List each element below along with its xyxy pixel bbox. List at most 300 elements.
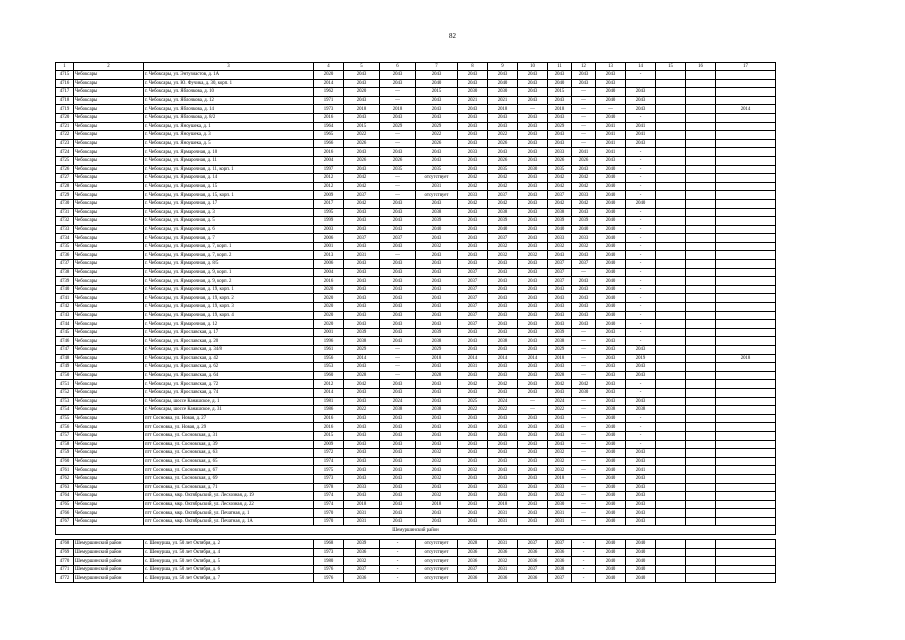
table-cell bbox=[656, 191, 686, 200]
table-cell bbox=[656, 337, 686, 346]
table-cell bbox=[686, 311, 716, 320]
table-cell: 2043 bbox=[458, 457, 488, 466]
table-cell: г. Чебоксары, ул. Ярмарочная, д. 3 bbox=[144, 208, 314, 217]
table-row bbox=[56, 406, 776, 415]
table-cell bbox=[656, 354, 686, 363]
table-cell: - bbox=[626, 242, 656, 251]
table-cell bbox=[656, 139, 686, 148]
table-row bbox=[56, 363, 776, 372]
table-cell bbox=[626, 79, 656, 88]
table-cell: 2038 bbox=[488, 208, 518, 217]
table-cell: 4765 bbox=[56, 500, 74, 509]
table-cell: 1970 bbox=[314, 509, 344, 518]
table-cell: 2042 bbox=[572, 174, 596, 183]
table-cell: 4749 bbox=[56, 363, 74, 372]
register-table-body bbox=[56, 63, 776, 583]
table-row bbox=[56, 540, 776, 549]
table-cell: 2043 bbox=[626, 492, 656, 501]
table-cell bbox=[716, 217, 776, 226]
table-cell: — bbox=[572, 268, 596, 277]
table-cell: 4736 bbox=[56, 251, 74, 260]
table-cell bbox=[656, 174, 686, 183]
table-cell: 2043 bbox=[626, 363, 656, 372]
table-cell: 1995 bbox=[314, 208, 344, 217]
table-cell bbox=[656, 380, 686, 389]
table-cell: 2043 bbox=[416, 96, 458, 105]
table-cell: 4740 bbox=[56, 285, 74, 294]
table-cell: Чебоксары bbox=[74, 234, 144, 243]
table-cell: - bbox=[626, 234, 656, 243]
table-cell: 2040 bbox=[596, 268, 626, 277]
table-cell: 2018 bbox=[548, 105, 572, 114]
table-cell: 2009 bbox=[314, 191, 344, 200]
table-cell: — bbox=[572, 406, 596, 415]
table-cell: 4737 bbox=[56, 260, 74, 269]
table-cell: 2032 bbox=[548, 492, 572, 501]
table-cell: 2043 bbox=[548, 251, 572, 260]
table-cell: 2043 bbox=[344, 492, 380, 501]
table-cell: - bbox=[626, 113, 656, 122]
table-cell: — bbox=[380, 139, 416, 148]
table-cell bbox=[656, 397, 686, 406]
table-cell: г. Чебоксары, ул. Ярославская, д. 17 bbox=[144, 328, 314, 337]
table-cell: 2043 bbox=[416, 483, 458, 492]
table-row bbox=[56, 79, 776, 88]
table-cell: 2043 bbox=[416, 414, 458, 423]
table-cell bbox=[716, 113, 776, 122]
table-cell: 2031 bbox=[488, 517, 518, 526]
table-cell: 2042 bbox=[488, 174, 518, 183]
table-cell: 2022 bbox=[488, 406, 518, 415]
table-cell: 2032 bbox=[488, 242, 518, 251]
table-cell: 1975 bbox=[314, 466, 344, 475]
table-cell: г. Чебоксары, ул. Ярославская, д. 20 bbox=[144, 337, 314, 346]
table-cell: 2043 bbox=[380, 449, 416, 458]
table-cell: 2043 bbox=[518, 423, 548, 432]
table-cell: 2037 bbox=[548, 191, 572, 200]
table-cell: — bbox=[572, 431, 596, 440]
table-cell: — bbox=[572, 517, 596, 526]
table-cell: - bbox=[572, 548, 596, 557]
table-cell: 2041 bbox=[596, 139, 626, 148]
table-cell: - bbox=[626, 225, 656, 234]
table-cell: 2043 bbox=[488, 414, 518, 423]
table-cell: 2041 bbox=[596, 131, 626, 140]
table-cell: Чебоксары bbox=[74, 182, 144, 191]
table-cell: 4735 bbox=[56, 242, 74, 251]
table-cell: - bbox=[380, 557, 416, 566]
table-cell: 2040 bbox=[596, 474, 626, 483]
table-cell bbox=[686, 148, 716, 157]
table-cell: 2028 bbox=[416, 371, 458, 380]
table-cell bbox=[656, 294, 686, 303]
table-cell bbox=[686, 268, 716, 277]
table-row bbox=[56, 517, 776, 526]
table-cell: 2040 bbox=[488, 79, 518, 88]
table-cell: - bbox=[626, 191, 656, 200]
table-cell: 2043 bbox=[458, 337, 488, 346]
table-cell: 2043 bbox=[344, 414, 380, 423]
table-cell: 2043 bbox=[518, 156, 548, 165]
table-cell bbox=[656, 148, 686, 157]
table-cell: 2043 bbox=[380, 268, 416, 277]
table-cell bbox=[656, 548, 686, 557]
table-cell bbox=[686, 294, 716, 303]
table-cell: 2043 bbox=[626, 517, 656, 526]
table-cell: 2043 bbox=[344, 449, 380, 458]
table-cell bbox=[716, 251, 776, 260]
table-cell: отсутствует bbox=[416, 174, 458, 183]
table-cell bbox=[686, 96, 716, 105]
table-cell: 2043 bbox=[380, 483, 416, 492]
table-cell: 2043 bbox=[344, 311, 380, 320]
table-cell: 2015 bbox=[416, 88, 458, 97]
table-cell: 2043 bbox=[458, 79, 488, 88]
table-cell: 2043 bbox=[626, 139, 656, 148]
table-cell: 2040 bbox=[416, 79, 458, 88]
table-cell: 2037 bbox=[548, 277, 572, 286]
table-cell: 2018 bbox=[416, 354, 458, 363]
table-cell: 2036 bbox=[458, 548, 488, 557]
table-cell bbox=[656, 540, 686, 549]
table-cell: 2015 bbox=[344, 122, 380, 131]
table-cell: 2014 bbox=[518, 354, 548, 363]
table-cell: — bbox=[572, 483, 596, 492]
table-cell: — bbox=[572, 354, 596, 363]
table-cell: 2043 bbox=[488, 294, 518, 303]
table-cell: 2043 bbox=[380, 225, 416, 234]
table-cell: Чебоксары bbox=[74, 466, 144, 475]
table-cell: 2040 bbox=[596, 277, 626, 286]
table-cell: 2026 bbox=[344, 156, 380, 165]
table-cell bbox=[716, 71, 776, 80]
table-cell bbox=[686, 565, 716, 574]
table-cell: Чебоксары bbox=[74, 406, 144, 415]
table-cell: 2042 bbox=[488, 182, 518, 191]
table-cell: 4768 bbox=[56, 540, 74, 549]
table-cell: 1960 bbox=[314, 371, 344, 380]
table-cell: 2043 bbox=[572, 311, 596, 320]
table-cell: 2040 bbox=[596, 88, 626, 97]
table-cell: 2043 bbox=[518, 303, 548, 312]
table-cell: — bbox=[380, 346, 416, 355]
table-cell: 2043 bbox=[380, 277, 416, 286]
table-cell: 2041 bbox=[626, 122, 656, 131]
table-cell: 2043 bbox=[626, 449, 656, 458]
table-cell: 2043 bbox=[416, 105, 458, 114]
table-cell: 2043 bbox=[416, 397, 458, 406]
table-cell: 2040 bbox=[572, 225, 596, 234]
table-cell bbox=[716, 122, 776, 131]
table-cell: 4727 bbox=[56, 174, 74, 183]
table-cell: 2032 bbox=[488, 251, 518, 260]
table-cell: 2022 bbox=[458, 406, 488, 415]
table-cell bbox=[716, 466, 776, 475]
table-cell: 2043 bbox=[626, 474, 656, 483]
table-cell: 2043 bbox=[458, 234, 488, 243]
table-cell: 2033 bbox=[488, 483, 518, 492]
table-cell: 2043 bbox=[488, 474, 518, 483]
table-cell: 2043 bbox=[458, 449, 488, 458]
table-cell: г. Чебоксары, ул. Яблочкова, д. 10 bbox=[144, 88, 314, 97]
table-cell: 2043 bbox=[518, 148, 548, 157]
table-cell: с. Шемурша, ул. 50 лет Октября, д. 6 bbox=[144, 565, 314, 574]
table-cell: Шемуршинский район bbox=[74, 574, 144, 583]
table-cell: 2043 bbox=[518, 217, 548, 226]
table-cell: 2040 bbox=[596, 500, 626, 509]
table-cell: 2043 bbox=[518, 131, 548, 140]
table-cell: 4726 bbox=[56, 165, 74, 174]
table-cell: 2030 bbox=[458, 88, 488, 97]
table-cell: 2040 bbox=[596, 557, 626, 566]
table-cell: 4738 bbox=[56, 268, 74, 277]
table-cell: 4766 bbox=[56, 509, 74, 518]
table-cell: 2043 bbox=[518, 320, 548, 329]
table-cell: Чебоксары bbox=[74, 303, 144, 312]
table-cell: пгт Сосновка, мкр. Октябрьский, ул. Печатная, д. 1 bbox=[144, 509, 314, 518]
table-cell: - bbox=[380, 548, 416, 557]
table-cell: 2037 bbox=[518, 540, 548, 549]
table-cell bbox=[686, 79, 716, 88]
table-cell: 4772 bbox=[56, 574, 74, 583]
table-cell: 2043 bbox=[344, 294, 380, 303]
table-cell bbox=[686, 363, 716, 372]
table-cell: 2018 bbox=[380, 105, 416, 114]
table-cell: 1973 bbox=[314, 474, 344, 483]
table-cell: 4754 bbox=[56, 406, 74, 415]
table-cell: 2043 bbox=[626, 371, 656, 380]
table-cell: г. Чебоксары, ул. Энтузиастов, д. 1А bbox=[144, 71, 314, 80]
table-cell: 4747 bbox=[56, 346, 74, 355]
table-cell: 2032 bbox=[518, 251, 548, 260]
table-cell: 1986 bbox=[314, 406, 344, 415]
table-row bbox=[56, 449, 776, 458]
table-cell: пгт Сосновка, ул. Новая, д. 29 bbox=[144, 423, 314, 432]
table-cell: 2043 bbox=[518, 380, 548, 389]
table-cell: с. Шемурша, ул. 50 лет Октября, д. 2 bbox=[144, 540, 314, 549]
table-cell: 2043 bbox=[458, 139, 488, 148]
table-cell: 2014 bbox=[458, 354, 488, 363]
table-cell bbox=[686, 440, 716, 449]
table-cell: 4732 bbox=[56, 217, 74, 226]
table-cell: 2043 bbox=[344, 79, 380, 88]
column-number: 17 bbox=[716, 63, 776, 71]
table-cell bbox=[656, 414, 686, 423]
table-cell: — bbox=[380, 354, 416, 363]
table-cell: г. Чебоксары, ул. Яноушека, д. 1 bbox=[144, 122, 314, 131]
table-cell: 4757 bbox=[56, 431, 74, 440]
table-cell bbox=[656, 388, 686, 397]
table-cell: — bbox=[518, 397, 548, 406]
table-row bbox=[56, 346, 776, 355]
table-cell: 2020 bbox=[314, 285, 344, 294]
table-cell bbox=[686, 242, 716, 251]
table-cell: 2015 bbox=[314, 431, 344, 440]
table-cell: 4752 bbox=[56, 388, 74, 397]
table-cell: 2043 bbox=[458, 71, 488, 80]
table-cell: 2037 bbox=[458, 320, 488, 329]
table-cell: 2043 bbox=[488, 148, 518, 157]
table-cell: 2038 bbox=[548, 208, 572, 217]
table-cell bbox=[686, 208, 716, 217]
table-cell: 4717 bbox=[56, 88, 74, 97]
table-cell: 2040 bbox=[596, 548, 626, 557]
table-row bbox=[56, 492, 776, 501]
table-cell: 2043 bbox=[344, 423, 380, 432]
table-cell: Чебоксары bbox=[74, 457, 144, 466]
table-cell: 2043 bbox=[596, 156, 626, 165]
table-cell: 2001 bbox=[314, 328, 344, 337]
table-cell: 2043 bbox=[518, 492, 548, 501]
table-cell: Чебоксары bbox=[74, 208, 144, 217]
table-cell: 2037 bbox=[458, 268, 488, 277]
table-cell: 4721 bbox=[56, 122, 74, 131]
table-cell: - bbox=[626, 260, 656, 269]
table-cell: 4724 bbox=[56, 148, 74, 157]
table-cell bbox=[656, 423, 686, 432]
table-cell bbox=[656, 88, 686, 97]
table-cell bbox=[686, 397, 716, 406]
table-cell: 2039 bbox=[488, 217, 518, 226]
table-cell bbox=[656, 79, 686, 88]
table-cell: 2037 bbox=[488, 191, 518, 200]
table-cell: 2042 bbox=[548, 199, 572, 208]
table-cell: 2029 bbox=[380, 122, 416, 131]
table-cell bbox=[686, 277, 716, 286]
table-cell: 2031 bbox=[344, 509, 380, 518]
table-row bbox=[56, 191, 776, 200]
table-cell: г. Чебоксары, ул. Яблочкова, д. 8/2 bbox=[144, 113, 314, 122]
table-cell bbox=[716, 311, 776, 320]
table-cell: 1965 bbox=[314, 131, 344, 140]
table-cell: 1961 bbox=[314, 346, 344, 355]
table-cell: 1996 bbox=[314, 337, 344, 346]
table-cell: 2043 bbox=[518, 88, 548, 97]
table-cell: 4758 bbox=[56, 440, 74, 449]
table-cell: 2022 bbox=[344, 131, 380, 140]
table-cell: 2032 bbox=[416, 474, 458, 483]
table-cell bbox=[656, 466, 686, 475]
table-cell: 2006 bbox=[314, 260, 344, 269]
table-cell: Чебоксары bbox=[74, 96, 144, 105]
table-cell: — bbox=[572, 492, 596, 501]
table-cell: - bbox=[626, 294, 656, 303]
table-cell bbox=[716, 234, 776, 243]
column-number: 13 bbox=[596, 63, 626, 71]
table-cell: 2040 bbox=[626, 548, 656, 557]
table-row bbox=[56, 242, 776, 251]
table-cell: 2036 bbox=[518, 557, 548, 566]
table-cell: 2043 bbox=[488, 260, 518, 269]
table-cell: 2026 bbox=[548, 156, 572, 165]
table-cell: 2043 bbox=[488, 388, 518, 397]
table-cell bbox=[686, 131, 716, 140]
table-cell bbox=[716, 96, 776, 105]
table-cell: Чебоксары bbox=[74, 199, 144, 208]
table-cell: 2043 bbox=[344, 466, 380, 475]
table-cell: 2043 bbox=[344, 268, 380, 277]
table-cell: 2043 bbox=[488, 363, 518, 372]
table-cell bbox=[686, 371, 716, 380]
table-cell: 2043 bbox=[416, 113, 458, 122]
table-cell: 2043 bbox=[548, 388, 572, 397]
table-cell bbox=[686, 303, 716, 312]
table-cell bbox=[656, 474, 686, 483]
table-cell: - bbox=[626, 320, 656, 329]
table-cell: 2040 bbox=[596, 113, 626, 122]
table-cell: 2043 bbox=[458, 440, 488, 449]
table-cell bbox=[656, 156, 686, 165]
table-cell: пгт Сосновка, мкр. Октябрьский, ул. Лесхозная, д. 22 bbox=[144, 500, 314, 509]
table-cell: 2043 bbox=[380, 242, 416, 251]
table-cell: г. Чебоксары, ул. Ярославская, д. 34/8 bbox=[144, 346, 314, 355]
table-cell bbox=[716, 500, 776, 509]
table-cell bbox=[716, 557, 776, 566]
table-cell: 2026 bbox=[416, 139, 458, 148]
table-cell: - bbox=[626, 303, 656, 312]
table-cell: 2038 bbox=[548, 337, 572, 346]
table-cell: 2035 bbox=[380, 165, 416, 174]
table-cell bbox=[686, 388, 716, 397]
table-cell: Чебоксары bbox=[74, 371, 144, 380]
table-cell: 2043 bbox=[572, 208, 596, 217]
table-cell: 4729 bbox=[56, 191, 74, 200]
table-cell: 4720 bbox=[56, 113, 74, 122]
table-cell: 2042 bbox=[572, 199, 596, 208]
table-cell: 2043 bbox=[518, 311, 548, 320]
table-cell: 2036 bbox=[344, 574, 380, 583]
table-cell: 2043 bbox=[626, 500, 656, 509]
table-row bbox=[56, 285, 776, 294]
table-cell bbox=[686, 71, 716, 80]
table-cell: г. Чебоксары, ул. Ярославская, д. 72 bbox=[144, 380, 314, 389]
table-cell: 2043 bbox=[380, 260, 416, 269]
table-cell bbox=[686, 557, 716, 566]
table-cell: Чебоксары bbox=[74, 174, 144, 183]
table-cell: 2040 bbox=[416, 225, 458, 234]
table-cell: 2041 bbox=[572, 148, 596, 157]
table-cell: 2043 bbox=[416, 156, 458, 165]
column-number: 3 bbox=[144, 63, 314, 71]
table-cell: 2043 bbox=[380, 517, 416, 526]
table-cell: 2018 bbox=[548, 354, 572, 363]
table-cell bbox=[716, 277, 776, 286]
table-cell: 2043 bbox=[380, 79, 416, 88]
table-cell: 1997 bbox=[314, 165, 344, 174]
table-cell bbox=[716, 148, 776, 157]
table-cell bbox=[716, 88, 776, 97]
table-cell: 2039 bbox=[548, 217, 572, 226]
table-row bbox=[56, 96, 776, 105]
table-cell: 2032 bbox=[416, 242, 458, 251]
table-cell: - bbox=[626, 380, 656, 389]
register-table bbox=[55, 62, 776, 583]
table-cell: 2033 bbox=[548, 148, 572, 157]
table-cell: — bbox=[380, 88, 416, 97]
table-cell: 1978 bbox=[314, 483, 344, 492]
table-cell: г. Чебоксары, ул. Яноушека, д. 5 bbox=[144, 139, 314, 148]
table-cell: 2009 bbox=[314, 440, 344, 449]
table-cell: 1964 bbox=[314, 122, 344, 131]
table-cell: с. Шемурша, ул. 50 лет Октября, д. 4 bbox=[144, 548, 314, 557]
table-cell: 2043 bbox=[572, 294, 596, 303]
table-cell: 2016 bbox=[314, 148, 344, 157]
table-cell: 2043 bbox=[572, 303, 596, 312]
table-cell: 2043 bbox=[572, 320, 596, 329]
table-cell: отсутствует bbox=[416, 191, 458, 200]
table-row bbox=[56, 131, 776, 140]
table-cell: 2043 bbox=[380, 199, 416, 208]
